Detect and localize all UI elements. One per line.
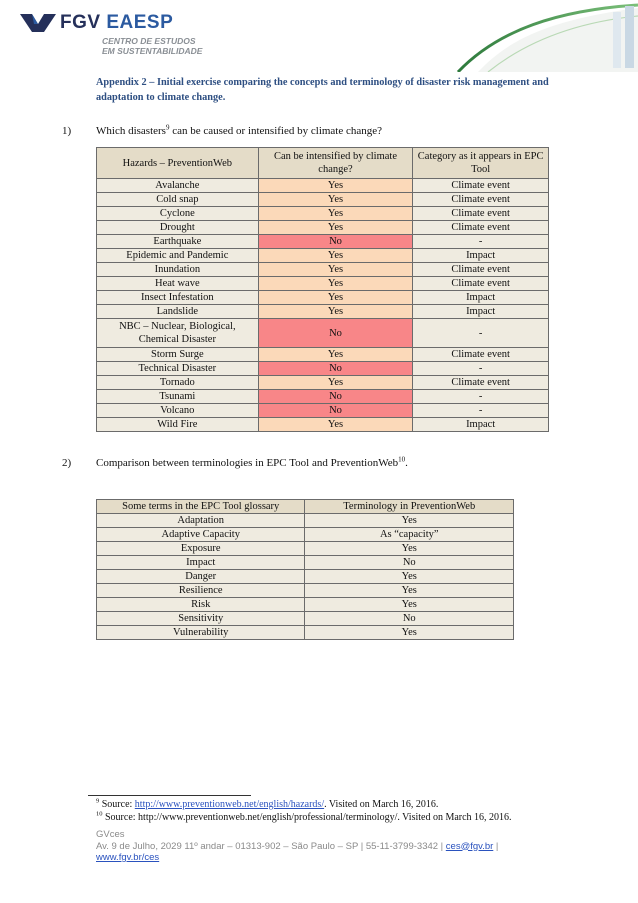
table-row — [97, 249, 549, 263]
category-cell: - — [413, 404, 549, 418]
category-cell: Climate event — [413, 221, 549, 235]
intensified-cell: Yes — [258, 221, 413, 235]
table-header-row — [97, 500, 514, 514]
preventionweb-term-cell: Yes — [305, 626, 514, 640]
table-row — [97, 221, 549, 235]
table-row — [97, 235, 549, 249]
brand-subtitle: CENTRO DE ESTUDOS EM SUSTENTABILIDADE — [102, 36, 203, 56]
table-row — [97, 598, 514, 612]
intensified-cell: No — [258, 362, 413, 376]
preventionweb-term-cell: No — [305, 612, 514, 626]
intensified-cell: Yes — [258, 193, 413, 207]
category-cell: Climate event — [413, 179, 549, 193]
hazard-cell: Inundation — [97, 263, 259, 277]
category-cell: - — [413, 362, 549, 376]
table-row — [97, 207, 549, 221]
hazard-cell: Cold snap — [97, 193, 259, 207]
hazard-cell: NBC – Nuclear, Biological, Chemical Disaster — [97, 319, 259, 348]
preventionweb-term-cell: Yes — [305, 598, 514, 612]
footnote-ref-9[interactable]: 9 — [165, 123, 170, 132]
hazard-cell: Avalanche — [97, 179, 259, 193]
footnote-10: $^{10}$ Source: http://www.preventionweb.net/english/professional/terminology/. Visited on March 16, 2016. — [96, 810, 512, 823]
intensified-cell: No — [258, 319, 413, 348]
brand-name: FGV EAESP — [60, 12, 174, 33]
table-row — [97, 418, 549, 432]
page-footer — [96, 829, 498, 864]
table-row — [97, 556, 514, 570]
intensified-cell: No — [258, 235, 413, 249]
hazard-cell: Landslide — [97, 305, 259, 319]
category-cell: - — [413, 235, 549, 249]
table-row — [97, 612, 514, 626]
category-cell: Impact — [413, 291, 549, 305]
header-epc-terms: Some terms in the EPC Tool glossary — [97, 500, 305, 514]
terminology-table — [96, 499, 514, 640]
table-row — [97, 291, 549, 305]
table-row — [97, 514, 514, 528]
category-cell: Climate event — [413, 263, 549, 277]
header-hazards: Hazards – PreventionWeb — [97, 148, 259, 179]
header-category: Category as it appears in EPC Tool — [413, 148, 549, 179]
intensified-cell: Yes — [258, 376, 413, 390]
preventionweb-term-cell: Yes — [305, 514, 514, 528]
preventionweb-term-cell: As “capacity” — [305, 528, 514, 542]
category-cell: Climate event — [413, 348, 549, 362]
table-row — [97, 305, 549, 319]
category-cell: Climate event — [413, 376, 549, 390]
category-cell: Climate event — [413, 207, 549, 221]
intensified-cell: Yes — [258, 348, 413, 362]
hazard-cell: Drought — [97, 221, 259, 235]
header-intensified: Can be intensified by climate change? — [258, 148, 413, 179]
table-row — [97, 570, 514, 584]
table-row — [97, 390, 549, 404]
hazard-cell: Tornado — [97, 376, 259, 390]
hazard-cell: Technical Disaster — [97, 362, 259, 376]
category-cell: - — [413, 390, 549, 404]
category-cell: Climate event — [413, 277, 549, 291]
epc-term-cell: Exposure — [97, 542, 305, 556]
table-row — [97, 404, 549, 418]
table-row — [97, 319, 549, 348]
category-cell: Impact — [413, 418, 549, 432]
footnote-ref-10[interactable]: 10 — [398, 455, 406, 464]
appendix-title: Appendix 2 – Initial exercise comparing the concepts and terminology of disaster risk management and adaptation to climate change. — [96, 77, 549, 103]
epc-term-cell: Adaptive Capacity — [97, 528, 305, 542]
intensified-cell: Yes — [258, 179, 413, 193]
hazard-cell: Heat wave — [97, 277, 259, 291]
hazard-cell: Insect Infestation — [97, 291, 259, 305]
epc-term-cell: Danger — [97, 570, 305, 584]
hazard-cell: Earthquake — [97, 235, 259, 249]
hazard-cell: Volcano — [97, 404, 259, 418]
footer-org: GVces — [96, 829, 125, 840]
epc-term-cell: Vulnerability — [97, 626, 305, 640]
hazard-cell: Cyclone — [97, 207, 259, 221]
intensified-cell: Yes — [258, 277, 413, 291]
footnote-separator — [88, 795, 251, 796]
footnote-9: $^9$ Source: http://www.preventionweb.net/english/hazards/. Visited on March 16, 2016. — [96, 797, 439, 810]
table-row — [97, 362, 549, 376]
epc-term-cell: Resilience — [97, 584, 305, 598]
table-row — [97, 584, 514, 598]
hazards-link[interactable]: http://www.preventionweb.net/english/hazards/ — [134, 799, 325, 810]
table-row — [97, 263, 549, 277]
epc-term-cell: Impact — [97, 556, 305, 570]
intensified-cell: Yes — [258, 305, 413, 319]
preventionweb-term-cell: Yes — [305, 542, 514, 556]
header-decoration — [438, 0, 638, 72]
epc-term-cell: Sensitivity — [97, 612, 305, 626]
intensified-cell: Yes — [258, 249, 413, 263]
table-row — [97, 179, 549, 193]
intensified-cell: Yes — [258, 418, 413, 432]
header-preventionweb-terms: Terminology in PreventionWeb — [305, 500, 514, 514]
intensified-cell: Yes — [258, 291, 413, 305]
intensified-cell: Yes — [258, 263, 413, 277]
table-row — [97, 348, 549, 362]
hazard-cell: Storm Surge — [97, 348, 259, 362]
table-row — [97, 626, 514, 640]
category-cell: Climate event — [413, 193, 549, 207]
hazards-table — [96, 147, 549, 432]
epc-term-cell: Adaptation — [97, 514, 305, 528]
category-cell: Impact — [413, 305, 549, 319]
table-row — [97, 193, 549, 207]
category-cell: Impact — [413, 249, 549, 263]
intensified-cell: No — [258, 390, 413, 404]
footer-address: Av. 9 de Julho, 2029 11º andar – 01313-902 – São Paulo – SP | 55-11-3799-3342 | ces@fgv.br | — [96, 840, 499, 852]
epc-term-cell: Risk — [97, 598, 305, 612]
hazard-cell: Tsunami — [97, 390, 259, 404]
hazard-cell: Wild Fire — [97, 418, 259, 432]
table-header-row — [97, 148, 549, 179]
page-header — [0, 0, 638, 72]
footer-email-link[interactable]: ces@fgv.br — [445, 840, 494, 852]
preventionweb-term-cell: No — [305, 556, 514, 570]
table-row — [97, 542, 514, 556]
table-row — [97, 376, 549, 390]
fgv-logo-icon — [20, 14, 56, 32]
category-cell: - — [413, 319, 549, 348]
footer-website-link[interactable]: www.fgv.br/ces — [96, 852, 160, 863]
table-row — [97, 528, 514, 542]
preventionweb-term-cell: Yes — [305, 584, 514, 598]
intensified-cell: No — [258, 404, 413, 418]
table-row — [97, 277, 549, 291]
hazard-cell: Epidemic and Pandemic — [97, 249, 259, 263]
preventionweb-term-cell: Yes — [305, 570, 514, 584]
intensified-cell: Yes — [258, 207, 413, 221]
